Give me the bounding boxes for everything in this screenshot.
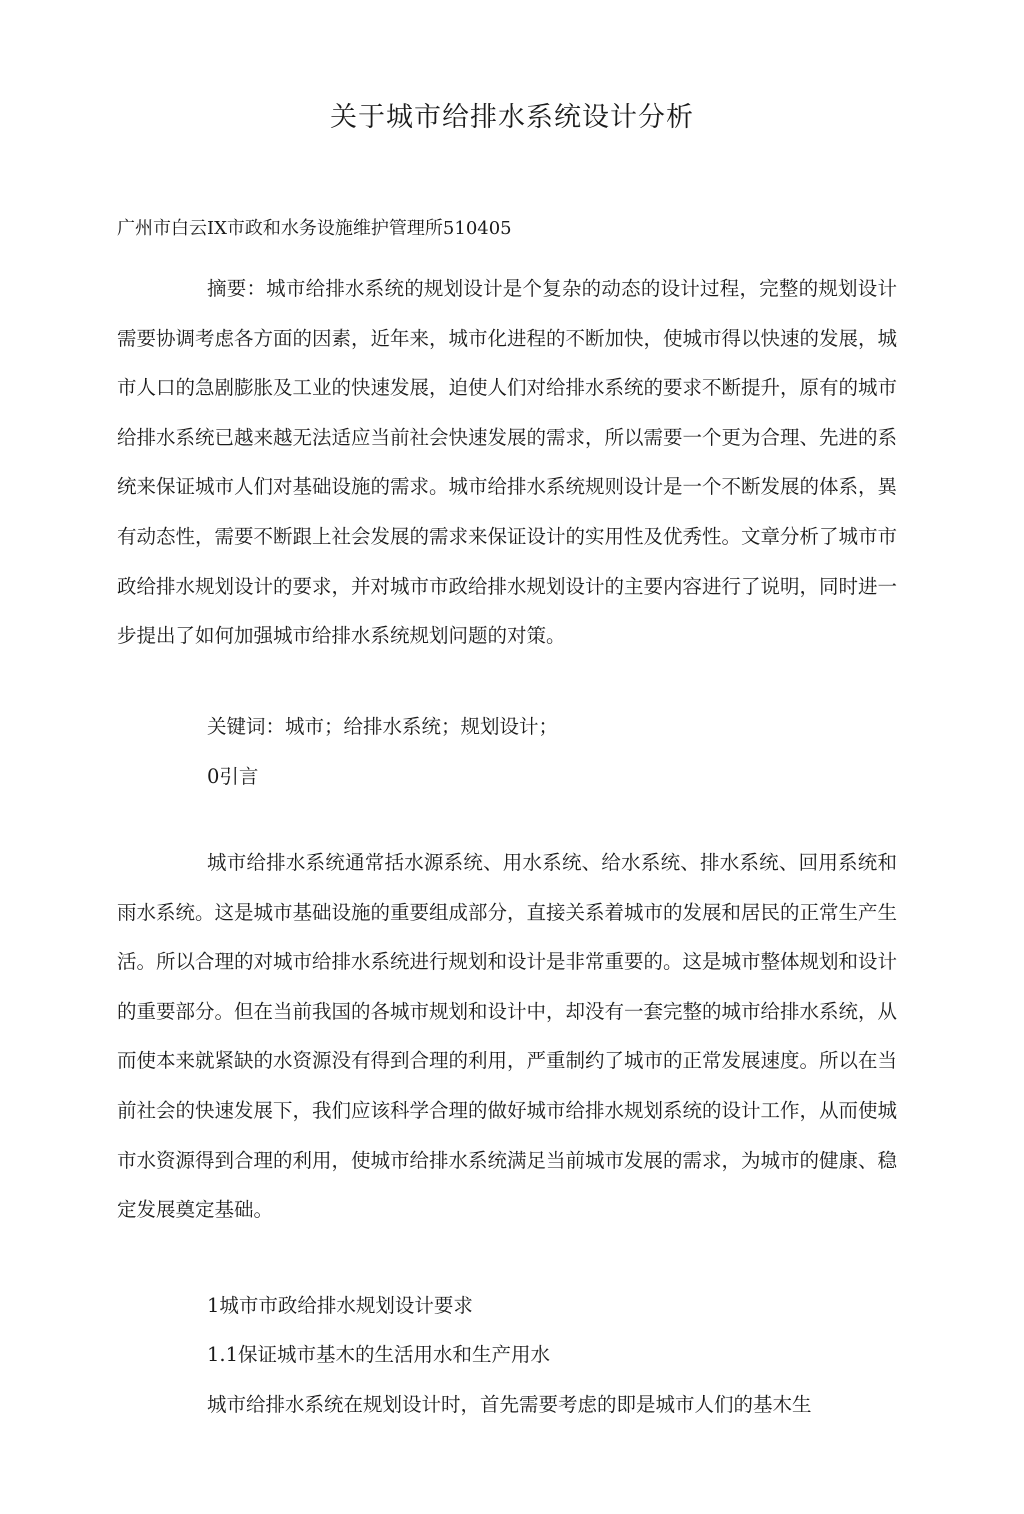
section-heading-introduction: 0引言 [207,765,259,788]
section-heading-1-1: 1.1保证城市基木的生活用水和生产用水 [207,1343,551,1366]
keywords-line: 关键词：城市；给排水系统；规划设计； [207,715,559,738]
author-affiliation: 广州市白云IX市政和水务设施维护管理所510405 [117,218,512,239]
document-title: 关于城市给排水系统设计分析 [330,102,694,133]
abstract-paragraph: 摘要：城市给排水系统的规划设计是个复杂的动态的设计过程，完整的规划设计需要协调考虑各方面的因素，近年来，城市化进程的不断加快，使城市得以快速的发展，城市人口的急剧膨胀及工业的快速发展，迫使人们对给排水系统的要求不断提升，原有的城市给排水系统已越来越无法适应当前社会快速发展的需求，所以需要一个更为合理、先进的系统来保证城市人们对基础设施的需求。城市给排水系统规则设计是一个不断发展的体系，異有动态性，需要不断跟上社会发展的需求来保证设计的实用性及优秀性。文章分析了城市市政给排水规划设计的要求，并对城市市政给排水规划设计的主要内容进行了说明，同时进一步提出了如何加强城市给排水系统规划问题的对策。 [117,277,898,648]
section-heading-1: 1城市市政给排水规划设计要求 [207,1294,473,1317]
section-1-1-paragraph: 城市给排水系统在规划设计时，首先需要考虑的即是城市人们的基木生 [207,1393,812,1416]
introduction-paragraph: 城市给排水系统通常括水源系统、用水系统、给水系统、排水系统、回用系统和雨水系统。这是城市基础设施的重要组成部分，直接关系着城市的发展和居民的正常生产生活。所以合理的对城市给排水系统进行规划和设计是非常重要的。这是城市整体规划和设计的重要部分。但在当前我国的各城市规划和设计中，却没有一套完整的城市给排水系统，从而使本来就紧缺的水资源没有得到合理的利用，严重制约了城市的正常发展速度。所以在当前社会的快速发展下，我们应该科学合理的做好城市给排水规划系统的设计工作，从而使城市水资源得到合理的利用，使城市给排水系统满足当前城市发展的需求，为城市的健康、稳定发展奠定基础。 [117,851,898,1222]
